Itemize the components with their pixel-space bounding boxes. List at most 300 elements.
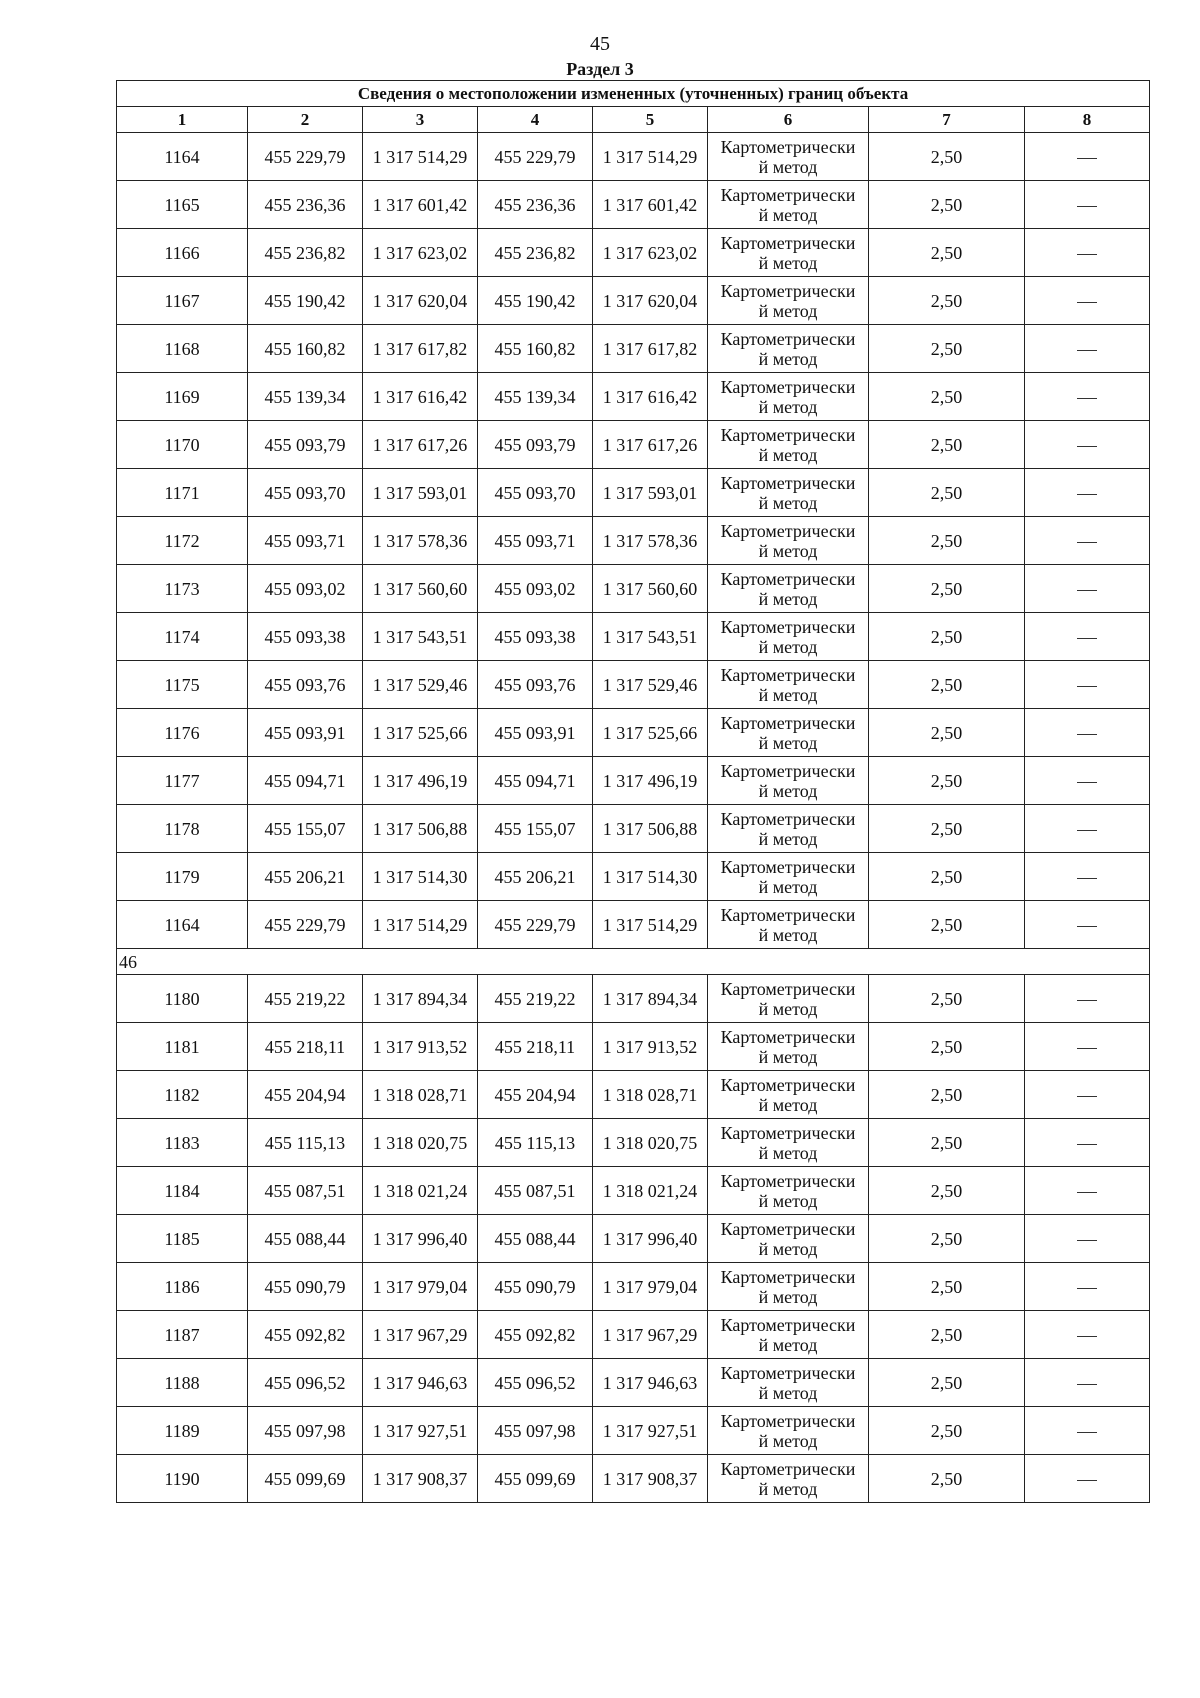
method-text: Картометрически	[720, 136, 856, 157]
dash-icon	[1077, 782, 1097, 783]
method-text: Картометрически	[720, 568, 856, 589]
point-number: 1174	[117, 613, 248, 661]
x-new: 455 096,52	[478, 1359, 593, 1407]
empty-value-cell	[1025, 1215, 1150, 1263]
table-row	[117, 421, 1150, 469]
method-text: й метод	[758, 636, 818, 657]
x-old: 455 219,22	[248, 975, 363, 1023]
y-new: 1 317 514,29	[593, 901, 708, 949]
accuracy: 2,50	[869, 1359, 1025, 1407]
table-row	[117, 613, 1150, 661]
y-old: 1 317 967,29	[363, 1311, 478, 1359]
dash-icon	[1077, 494, 1097, 495]
table-row	[117, 805, 1150, 853]
accuracy: 2,50	[869, 1407, 1025, 1455]
table-row	[117, 661, 1150, 709]
table-row	[117, 1071, 1150, 1119]
y-old: 1 317 525,66	[363, 709, 478, 757]
table-row	[117, 1263, 1150, 1311]
point-number: 1170	[117, 421, 248, 469]
point-number: 1181	[117, 1023, 248, 1071]
group-label-row	[117, 949, 1150, 975]
dash-icon	[1077, 1240, 1097, 1241]
x-old: 455 155,07	[248, 805, 363, 853]
empty-value-cell	[1025, 1167, 1150, 1215]
accuracy: 2,50	[869, 277, 1025, 325]
x-old: 455 097,98	[248, 1407, 363, 1455]
y-new: 1 317 616,42	[593, 373, 708, 421]
method-text: Картометрически	[720, 1362, 856, 1383]
accuracy: 2,50	[869, 517, 1025, 565]
method-cell	[708, 277, 869, 325]
empty-value-cell	[1025, 1071, 1150, 1119]
empty-value-cell	[1025, 421, 1150, 469]
method-cell	[708, 373, 869, 421]
x-new: 455 190,42	[478, 277, 593, 325]
x-old: 455 093,70	[248, 469, 363, 517]
y-old: 1 317 617,26	[363, 421, 478, 469]
empty-value-cell	[1025, 565, 1150, 613]
method-text: Картометрически	[720, 1458, 856, 1479]
method-text: Картометрически	[720, 1266, 856, 1287]
method-cell	[708, 805, 869, 853]
x-old: 455 093,38	[248, 613, 363, 661]
y-old: 1 317 617,82	[363, 325, 478, 373]
y-new: 1 317 617,26	[593, 421, 708, 469]
method-text: Картометрически	[720, 664, 856, 685]
table-row	[117, 325, 1150, 373]
method-text: Картометрически	[720, 760, 856, 781]
method-text: й метод	[758, 540, 818, 561]
method-cell	[708, 133, 869, 181]
y-new: 1 317 894,34	[593, 975, 708, 1023]
x-old: 455 229,79	[248, 901, 363, 949]
y-old: 1 317 578,36	[363, 517, 478, 565]
dash-icon	[1077, 254, 1097, 255]
method-text: Картометрически	[720, 712, 856, 733]
table-row	[117, 277, 1150, 325]
x-old: 455 236,82	[248, 229, 363, 277]
empty-value-cell	[1025, 1311, 1150, 1359]
point-number: 1189	[117, 1407, 248, 1455]
method-text: Картометрически	[720, 1314, 856, 1335]
y-new: 1 317 908,37	[593, 1455, 708, 1503]
method-cell	[708, 325, 869, 373]
method-cell	[708, 1359, 869, 1407]
x-new: 455 094,71	[478, 757, 593, 805]
point-number: 1169	[117, 373, 248, 421]
method-text: й метод	[758, 204, 818, 225]
accuracy: 2,50	[869, 853, 1025, 901]
point-number: 1175	[117, 661, 248, 709]
empty-value-cell	[1025, 853, 1150, 901]
accuracy: 2,50	[869, 661, 1025, 709]
method-cell	[708, 1215, 869, 1263]
method-text: Картометрически	[720, 904, 856, 925]
method-text: Картометрически	[720, 376, 856, 397]
x-old: 455 229,79	[248, 133, 363, 181]
method-cell	[708, 901, 869, 949]
point-number: 1171	[117, 469, 248, 517]
table-row	[117, 469, 1150, 517]
method-text: й метод	[758, 1094, 818, 1115]
method-text: Картометрически	[720, 1410, 856, 1431]
y-old: 1 317 514,29	[363, 901, 478, 949]
method-text: й метод	[758, 1190, 818, 1211]
empty-value-cell	[1025, 229, 1150, 277]
method-text: Картометрически	[720, 280, 856, 301]
y-new: 1 317 593,01	[593, 469, 708, 517]
method-text: Картометрически	[720, 1122, 856, 1143]
y-new: 1 317 496,19	[593, 757, 708, 805]
column-number: 5	[593, 107, 708, 133]
x-new: 455 206,21	[478, 853, 593, 901]
point-number: 1180	[117, 975, 248, 1023]
method-text: й метод	[758, 684, 818, 705]
dash-icon	[1077, 830, 1097, 831]
y-new: 1 317 979,04	[593, 1263, 708, 1311]
method-cell	[708, 229, 869, 277]
accuracy: 2,50	[869, 1119, 1025, 1167]
method-cell	[708, 1263, 869, 1311]
accuracy: 2,50	[869, 709, 1025, 757]
x-new: 455 090,79	[478, 1263, 593, 1311]
method-text: Картометрически	[720, 520, 856, 541]
empty-value-cell	[1025, 373, 1150, 421]
x-old: 455 093,79	[248, 421, 363, 469]
x-old: 455 096,52	[248, 1359, 363, 1407]
method-text: й метод	[758, 444, 818, 465]
method-cell	[708, 613, 869, 661]
method-text: й метод	[758, 1334, 818, 1355]
method-text: й метод	[758, 348, 818, 369]
y-old: 1 317 620,04	[363, 277, 478, 325]
table-row	[117, 1359, 1150, 1407]
accuracy: 2,50	[869, 469, 1025, 517]
dash-icon	[1077, 1048, 1097, 1049]
dash-icon	[1077, 1288, 1097, 1289]
x-old: 455 190,42	[248, 277, 363, 325]
method-cell	[708, 181, 869, 229]
y-new: 1 317 543,51	[593, 613, 708, 661]
point-number: 1179	[117, 853, 248, 901]
method-text: й метод	[758, 780, 818, 801]
y-old: 1 317 623,02	[363, 229, 478, 277]
accuracy: 2,50	[869, 757, 1025, 805]
accuracy: 2,50	[869, 325, 1025, 373]
dash-icon	[1077, 926, 1097, 927]
table-row	[117, 1167, 1150, 1215]
point-number: 1165	[117, 181, 248, 229]
method-cell	[708, 565, 869, 613]
column-number: 1	[117, 107, 248, 133]
column-number: 3	[363, 107, 478, 133]
method-cell	[708, 853, 869, 901]
point-number: 1167	[117, 277, 248, 325]
dash-icon	[1077, 398, 1097, 399]
y-new: 1 318 020,75	[593, 1119, 708, 1167]
accuracy: 2,50	[869, 133, 1025, 181]
x-old: 455 092,82	[248, 1311, 363, 1359]
x-old: 455 218,11	[248, 1023, 363, 1071]
method-text: Картометрически	[720, 1170, 856, 1191]
group-label: 46	[117, 949, 1150, 975]
x-new: 455 092,82	[478, 1311, 593, 1359]
x-old: 455 160,82	[248, 325, 363, 373]
x-old: 455 088,44	[248, 1215, 363, 1263]
x-new: 455 093,91	[478, 709, 593, 757]
table-row	[117, 709, 1150, 757]
y-new: 1 317 996,40	[593, 1215, 708, 1263]
point-number: 1183	[117, 1119, 248, 1167]
method-text: Картометрически	[720, 1074, 856, 1095]
method-text: Картометрически	[720, 472, 856, 493]
dash-icon	[1077, 686, 1097, 687]
accuracy: 2,50	[869, 1215, 1025, 1263]
method-text: й метод	[758, 1046, 818, 1067]
table-row	[117, 133, 1150, 181]
point-number: 1168	[117, 325, 248, 373]
section-title: Раздел 3	[566, 59, 634, 79]
method-cell	[708, 517, 869, 565]
empty-value-cell	[1025, 975, 1150, 1023]
accuracy: 2,50	[869, 373, 1025, 421]
y-new: 1 317 514,29	[593, 133, 708, 181]
accuracy: 2,50	[869, 1311, 1025, 1359]
column-number: 7	[869, 107, 1025, 133]
dash-icon	[1077, 638, 1097, 639]
dash-icon	[1077, 302, 1097, 303]
accuracy: 2,50	[869, 565, 1025, 613]
y-new: 1 318 028,71	[593, 1071, 708, 1119]
method-cell	[708, 1023, 869, 1071]
table-row	[117, 1215, 1150, 1263]
x-new: 455 229,79	[478, 901, 593, 949]
point-number: 1187	[117, 1311, 248, 1359]
method-text: й метод	[758, 1286, 818, 1307]
empty-value-cell	[1025, 181, 1150, 229]
method-text: й метод	[758, 156, 818, 177]
point-number: 1176	[117, 709, 248, 757]
accuracy: 2,50	[869, 229, 1025, 277]
y-new: 1 317 927,51	[593, 1407, 708, 1455]
x-old: 455 093,76	[248, 661, 363, 709]
table-row	[117, 1407, 1150, 1455]
y-old: 1 317 560,60	[363, 565, 478, 613]
y-old: 1 318 020,75	[363, 1119, 478, 1167]
method-text: Картометрически	[720, 616, 856, 637]
method-text: й метод	[758, 876, 818, 897]
y-old: 1 317 979,04	[363, 1263, 478, 1311]
table-row	[117, 229, 1150, 277]
y-new: 1 317 623,02	[593, 229, 708, 277]
point-number: 1186	[117, 1263, 248, 1311]
x-old: 455 099,69	[248, 1455, 363, 1503]
table-row	[117, 1311, 1150, 1359]
method-cell	[708, 1071, 869, 1119]
x-new: 455 139,34	[478, 373, 593, 421]
accuracy: 2,50	[869, 1071, 1025, 1119]
empty-value-cell	[1025, 1263, 1150, 1311]
dash-icon	[1077, 1096, 1097, 1097]
accuracy: 2,50	[869, 805, 1025, 853]
x-old: 455 093,02	[248, 565, 363, 613]
empty-value-cell	[1025, 1455, 1150, 1503]
x-new: 455 155,07	[478, 805, 593, 853]
dash-icon	[1077, 1192, 1097, 1193]
y-old: 1 317 593,01	[363, 469, 478, 517]
method-cell	[708, 469, 869, 517]
point-number: 1184	[117, 1167, 248, 1215]
y-old: 1 317 616,42	[363, 373, 478, 421]
method-text: й метод	[758, 924, 818, 945]
x-new: 455 229,79	[478, 133, 593, 181]
y-new: 1 317 560,60	[593, 565, 708, 613]
method-text: й метод	[758, 396, 818, 417]
dash-icon	[1077, 1144, 1097, 1145]
accuracy: 2,50	[869, 1167, 1025, 1215]
method-cell	[708, 709, 869, 757]
x-new: 455 093,38	[478, 613, 593, 661]
empty-value-cell	[1025, 133, 1150, 181]
method-text: й метод	[758, 1430, 818, 1451]
point-number: 1164	[117, 901, 248, 949]
y-old: 1 317 927,51	[363, 1407, 478, 1455]
x-new: 455 088,44	[478, 1215, 593, 1263]
table-row	[117, 565, 1150, 613]
column-number: 6	[708, 107, 869, 133]
method-cell	[708, 1407, 869, 1455]
method-text: й метод	[758, 492, 818, 513]
x-old: 455 093,91	[248, 709, 363, 757]
dash-icon	[1077, 1000, 1097, 1001]
y-old: 1 317 506,88	[363, 805, 478, 853]
y-old: 1 317 908,37	[363, 1455, 478, 1503]
empty-value-cell	[1025, 469, 1150, 517]
empty-value-cell	[1025, 1407, 1150, 1455]
y-new: 1 317 946,63	[593, 1359, 708, 1407]
x-new: 455 087,51	[478, 1167, 593, 1215]
column-number: 4	[478, 107, 593, 133]
y-old: 1 317 496,19	[363, 757, 478, 805]
y-new: 1 317 601,42	[593, 181, 708, 229]
y-old: 1 318 028,71	[363, 1071, 478, 1119]
method-cell	[708, 1119, 869, 1167]
accuracy: 2,50	[869, 1263, 1025, 1311]
method-text: Картометрически	[720, 1218, 856, 1239]
y-old: 1 318 021,24	[363, 1167, 478, 1215]
dash-icon	[1077, 1336, 1097, 1337]
x-new: 455 093,02	[478, 565, 593, 613]
method-text: й метод	[758, 998, 818, 1019]
x-new: 455 093,70	[478, 469, 593, 517]
empty-value-cell	[1025, 901, 1150, 949]
table-row	[117, 853, 1150, 901]
column-number: 8	[1025, 107, 1150, 133]
y-new: 1 318 021,24	[593, 1167, 708, 1215]
dash-icon	[1077, 1384, 1097, 1385]
x-old: 455 206,21	[248, 853, 363, 901]
method-cell	[708, 975, 869, 1023]
empty-value-cell	[1025, 325, 1150, 373]
y-new: 1 317 617,82	[593, 325, 708, 373]
method-text: й метод	[758, 732, 818, 753]
empty-value-cell	[1025, 1023, 1150, 1071]
method-cell	[708, 1167, 869, 1215]
dash-icon	[1077, 734, 1097, 735]
point-number: 1188	[117, 1359, 248, 1407]
table-row	[117, 181, 1150, 229]
empty-value-cell	[1025, 757, 1150, 805]
table-row	[117, 901, 1150, 949]
y-new: 1 317 514,30	[593, 853, 708, 901]
method-text: й метод	[758, 252, 818, 273]
method-text: й метод	[758, 1142, 818, 1163]
column-number-row	[117, 107, 1150, 133]
empty-value-cell	[1025, 613, 1150, 661]
table-row	[117, 1023, 1150, 1071]
empty-value-cell	[1025, 1359, 1150, 1407]
method-text: й метод	[758, 1382, 818, 1403]
x-new: 455 093,71	[478, 517, 593, 565]
empty-value-cell	[1025, 805, 1150, 853]
accuracy: 2,50	[869, 1455, 1025, 1503]
y-new: 1 317 506,88	[593, 805, 708, 853]
empty-value-cell	[1025, 1119, 1150, 1167]
empty-value-cell	[1025, 661, 1150, 709]
method-cell	[708, 757, 869, 805]
dash-icon	[1077, 1480, 1097, 1481]
x-old: 455 236,36	[248, 181, 363, 229]
y-new: 1 317 578,36	[593, 517, 708, 565]
table-caption: Сведения о местоположении измененных (уточненных) границ объекта	[117, 81, 1150, 107]
x-old: 455 094,71	[248, 757, 363, 805]
column-number: 2	[248, 107, 363, 133]
point-number: 1172	[117, 517, 248, 565]
point-number: 1185	[117, 1215, 248, 1263]
method-text: Картометрически	[720, 184, 856, 205]
method-text: й метод	[758, 1238, 818, 1259]
accuracy: 2,50	[869, 181, 1025, 229]
y-old: 1 317 996,40	[363, 1215, 478, 1263]
method-text: й метод	[758, 828, 818, 849]
point-number: 1173	[117, 565, 248, 613]
method-cell	[708, 1311, 869, 1359]
method-text: Картометрически	[720, 1026, 856, 1047]
x-new: 455 093,76	[478, 661, 593, 709]
y-old: 1 317 543,51	[363, 613, 478, 661]
page-number: 45	[590, 33, 610, 55]
method-text: Картометрически	[720, 808, 856, 829]
method-text: й метод	[758, 1478, 818, 1499]
x-old: 455 087,51	[248, 1167, 363, 1215]
x-old: 455 204,94	[248, 1071, 363, 1119]
x-old: 455 090,79	[248, 1263, 363, 1311]
x-new: 455 219,22	[478, 975, 593, 1023]
x-new: 455 160,82	[478, 325, 593, 373]
accuracy: 2,50	[869, 975, 1025, 1023]
accuracy: 2,50	[869, 613, 1025, 661]
y-old: 1 317 514,29	[363, 133, 478, 181]
y-old: 1 317 946,63	[363, 1359, 478, 1407]
accuracy: 2,50	[869, 901, 1025, 949]
method-text: Картометрически	[720, 424, 856, 445]
table-caption-row	[117, 81, 1150, 107]
accuracy: 2,50	[869, 1023, 1025, 1071]
method-text: й метод	[758, 588, 818, 609]
y-new: 1 317 529,46	[593, 661, 708, 709]
table-row	[117, 757, 1150, 805]
